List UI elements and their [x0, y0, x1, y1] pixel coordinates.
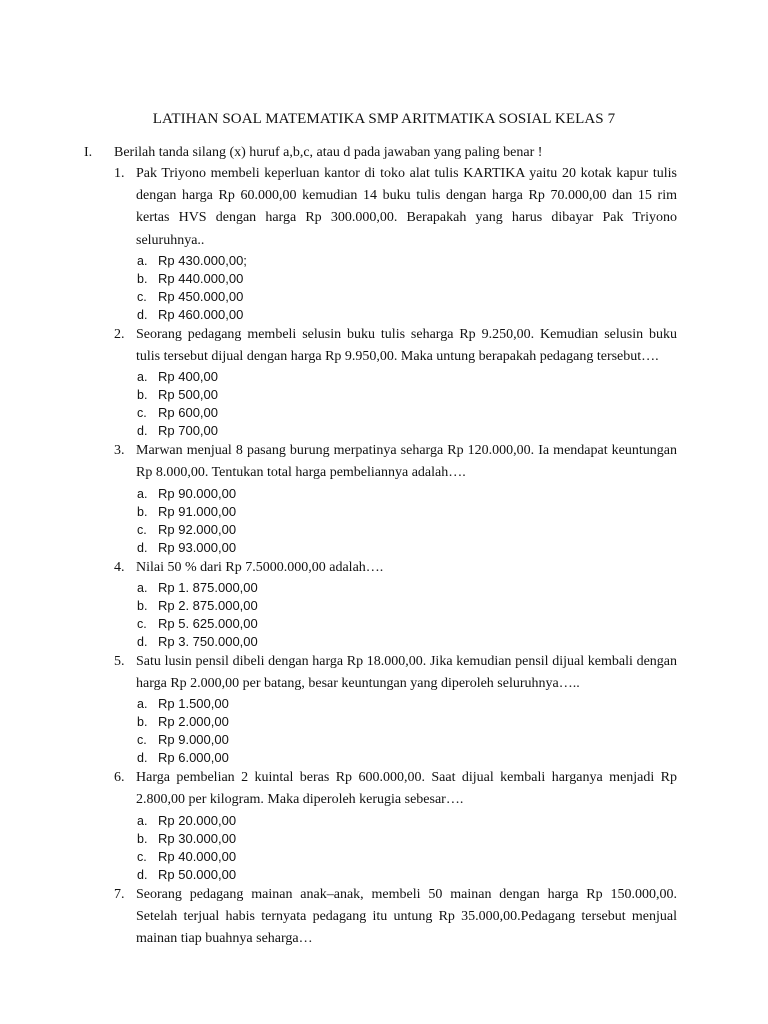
option-d [0, 633, 768, 651]
option-a [0, 695, 768, 713]
option-letter: b. [137, 715, 148, 730]
question-number: 2. [114, 326, 125, 342]
option-a [0, 252, 768, 270]
question-5 [0, 651, 768, 767]
option-text: Rp 2.000,00 [158, 714, 229, 730]
question-list [0, 163, 768, 950]
option-text: Rp 50.000,00 [158, 866, 237, 882]
option-text: Rp 20.000,00 [158, 812, 237, 828]
option-b [0, 270, 768, 288]
option-letter: d. [137, 751, 148, 766]
question-number: 4. [114, 559, 125, 575]
question-text: Marwan menjual 8 pasang burung merpatinya seharga Rp 120.000,00. Ia mendapat keuntungan Rp 8.000,00. Tentukan total harga pembeliannya adalah…. [136, 443, 677, 481]
option-d [0, 306, 768, 324]
option-letter: a. [137, 486, 148, 501]
option-text: Rp 700,00 [158, 423, 218, 439]
option-text: Rp 6.000,00 [158, 750, 229, 766]
option-text: Rp 430.000,00; [158, 252, 247, 268]
option-text: Rp 600,00 [158, 405, 218, 421]
option-list [0, 252, 768, 324]
option-d [0, 539, 768, 557]
option-text: Rp 91.000,00 [158, 503, 237, 519]
option-text: Rp 30.000,00 [158, 830, 237, 846]
option-c [0, 731, 768, 749]
option-text: Rp 450.000,00 [158, 288, 244, 304]
option-letter: a. [137, 370, 148, 385]
option-letter: d. [137, 540, 148, 555]
option-list [0, 812, 768, 884]
option-text: Rp 3. 750.000,00 [158, 633, 258, 649]
question-text: Seorang pedagang mainan anak–anak, membeli 50 mainan dengan harga Rp 150.000,00. Setelah terjual habis ternyata pedagang itu untung Rp 35.000,00.Pedagang tersebut menjual mainan tiap buahnya seharga… [136, 886, 677, 947]
option-letter: a. [137, 580, 148, 595]
question-1 [0, 163, 768, 324]
option-letter: d. [137, 634, 148, 649]
option-b [0, 386, 768, 404]
option-text: Rp 1. 875.000,00 [158, 579, 258, 595]
question-2 [0, 324, 768, 440]
option-letter: d. [137, 424, 148, 439]
option-list [0, 695, 768, 767]
option-text: Rp 92.000,00 [158, 521, 237, 537]
option-letter: c. [137, 849, 147, 864]
option-d [0, 866, 768, 884]
question-number: 1. [114, 166, 125, 181]
option-letter: a. [137, 253, 148, 268]
option-c [0, 521, 768, 539]
option-a [0, 579, 768, 597]
question-text: Nilai 50 % dari Rp 7.5000.000,00 adalah…. [136, 559, 384, 575]
question-text: Satu lusin pensil dibeli dengan harga Rp 18.000,00. Jika kemudian pensil dijual kembali dengan harga Rp 2.000,00 per batang, besar keuntungan yang diperoleh seluruhnya….. [136, 653, 677, 692]
option-letter: b. [137, 388, 148, 403]
option-list [0, 579, 768, 651]
page-title: LATIHAN SOAL MATEMATIKA SMP ARITMATIKA SOSIAL KELAS 7 [152, 111, 616, 127]
question-7 [0, 884, 768, 951]
option-letter: d. [137, 867, 148, 882]
option-text: Rp 9.000,00 [158, 732, 229, 748]
question-number: 6. [114, 770, 125, 786]
option-letter: c. [137, 289, 147, 304]
option-letter: a. [137, 697, 148, 712]
question-4 [0, 557, 768, 651]
option-text: Rp 460.000,00 [158, 306, 244, 322]
option-text: Rp 400,00 [158, 369, 218, 385]
option-text: Rp 5. 625.000,00 [158, 615, 258, 631]
option-letter: b. [137, 598, 148, 613]
option-text: Rp 500,00 [158, 387, 218, 403]
option-letter: d. [137, 307, 148, 322]
option-text: Rp 93.000,00 [158, 539, 237, 555]
option-letter: b. [137, 271, 148, 286]
option-c [0, 615, 768, 633]
option-a [0, 812, 768, 830]
option-d [0, 422, 768, 440]
question-6 [0, 767, 768, 883]
option-letter: b. [137, 504, 148, 519]
option-b [0, 597, 768, 615]
option-a [0, 368, 768, 386]
option-c [0, 404, 768, 422]
option-letter: c. [137, 616, 147, 631]
question-3 [0, 440, 768, 556]
question-number: 7. [114, 886, 125, 902]
option-list [0, 485, 768, 557]
option-a [0, 485, 768, 503]
section-instruction: Berilah tanda silang (x) huruf a,b,c, atau d pada jawaban yang paling benar ! [114, 145, 543, 160]
option-text: Rp 90.000,00 [158, 485, 237, 501]
option-text: Rp 2. 875.000,00 [158, 597, 258, 613]
option-text: Rp 440.000,00 [158, 270, 244, 286]
option-letter: a. [137, 813, 148, 828]
section-number: I. [84, 145, 93, 160]
option-text: Rp 40.000,00 [158, 848, 237, 864]
option-b [0, 503, 768, 521]
question-number: 5. [114, 653, 125, 669]
option-text: Rp 1.500,00 [158, 696, 229, 712]
option-letter: c. [137, 406, 147, 421]
question-text: Seorang pedagang membeli selusin buku tulis seharga Rp 9.250,00. Kemudian selusin buku tulis tersebut dijual dengan harga Rp 9.950,00. Maka untung berapakah pedagang tersebut…. [136, 326, 677, 365]
option-letter: c. [137, 522, 147, 537]
option-b [0, 713, 768, 731]
question-text: Pak Triyono membeli keperluan kantor di toko alat tulis KARTIKA yaitu 20 kotak kapur tulis dengan harga Rp 60.000,00 kemudian 14 buku tulis dengan harga Rp 70.000,00 dan 15 rim kertas HVS dengan harga Rp 300.000,00. Berapakah yang harus dibayar Pak Triyono seluruhnya.. [136, 166, 677, 248]
option-c [0, 848, 768, 866]
option-letter: c. [137, 733, 147, 748]
question-number: 3. [114, 443, 125, 459]
option-b [0, 830, 768, 848]
option-d [0, 749, 768, 767]
option-list [0, 368, 768, 440]
option-letter: b. [137, 831, 148, 846]
question-text: Harga pembelian 2 kuintal beras Rp 600.000,00. Saat dijual kembali harganya menjadi Rp 2.800,00 per kilogram. Maka diperoleh kerugia sebesar…. [136, 770, 677, 808]
option-c [0, 288, 768, 306]
